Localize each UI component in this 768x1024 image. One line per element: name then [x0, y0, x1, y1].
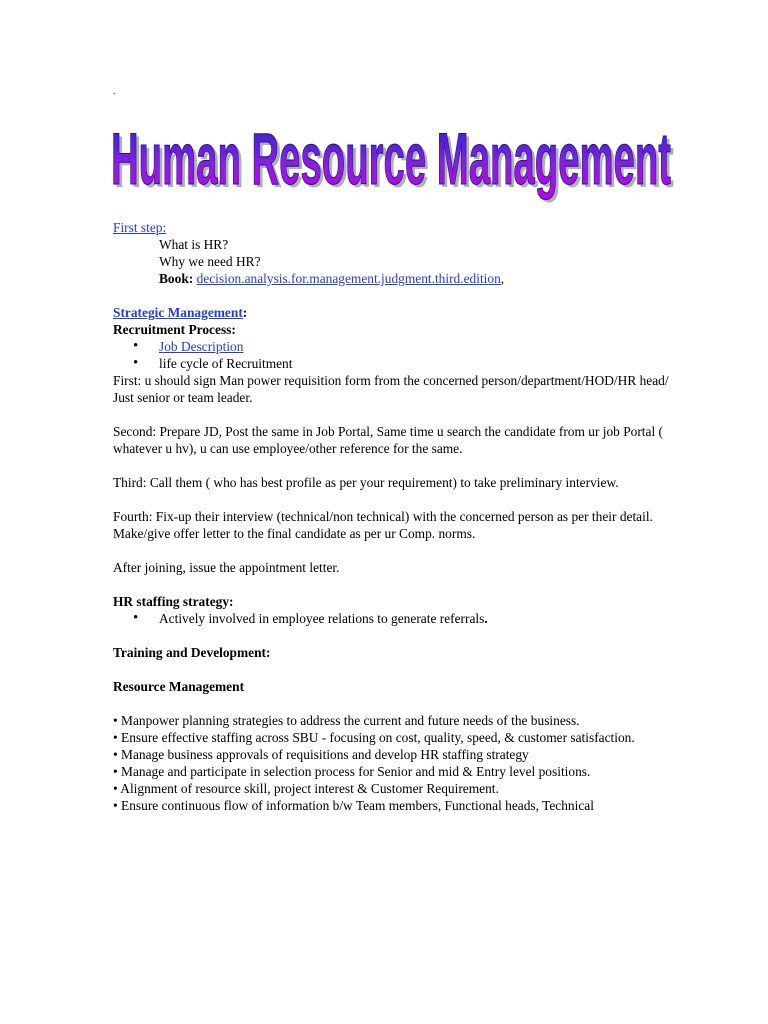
resource-item: • Manage and participate in selection process for Senior and mid & Entry level positions. [113, 764, 591, 779]
strategic-management-link[interactable]: Strategic Management [113, 305, 243, 320]
list-item-text: life cycle of Recruitment [159, 356, 293, 371]
recruitment-heading: Recruitment Process: [113, 322, 236, 337]
strategic-heading [113, 304, 673, 321]
first-step-heading[interactable] [113, 219, 673, 236]
paragraph-fourth: Fourth: Fix-up their interview (technical/non technical) with the concerned person as per their detail. [113, 509, 653, 524]
book-label: Book: [159, 271, 194, 286]
strategic-colon: : [242, 305, 248, 320]
staffing-heading: HR staffing strategy: [113, 594, 234, 609]
book-reference [113, 270, 673, 287]
resource-item: • Manage business approvals of requisitions and develop HR staffing strategy [113, 747, 529, 762]
paragraph-second: Second: Prepare JD, Post the same in Job Portal, Same time u search the candidate from ur job Portal ( whatever u hv), u can use employee/other reference for the same. [113, 424, 664, 456]
wordart-title-shadow: Human Resource Management [114, 121, 675, 204]
stray-mark: . [113, 86, 116, 96]
first-step-item: What is HR? [159, 237, 229, 252]
book-link[interactable]: decision.analysis.for.management.judgment.third.edition [196, 271, 501, 286]
resource-heading: Resource Management [113, 679, 245, 694]
list-item-text: Actively involved in employee relations to generate referrals [159, 611, 485, 626]
resource-item: • Ensure effective staffing across SBU - focusing on cost, quality, speed, & customer satisfaction. [113, 730, 635, 745]
list-item [113, 610, 673, 627]
list-item [113, 338, 673, 355]
resource-item: • Manpower planning strategies to address the current and future needs of the business. [113, 713, 580, 728]
paragraph-third: Third: Call them ( who has best profile as per your requirement) to take preliminary interview. [113, 475, 619, 490]
resource-item: • Ensure continuous flow of information b/w Team members, Functional heads, Technical [113, 798, 594, 813]
first-step-item: Why we need HR? [159, 254, 261, 269]
list-item-end: . [484, 611, 488, 626]
document-body [113, 219, 673, 814]
staffing-list [113, 610, 673, 627]
wordart-title [108, 100, 678, 222]
paragraph-offer: Make/give offer letter to the final candidate as per ur Comp. norms. [113, 526, 476, 541]
paragraph-after: After joining, issue the appointment letter. [113, 560, 340, 575]
paragraph-first: First: u should sign Man power requisition form from the concerned person/department/HOD/HR head/ Just senior or team leader. [113, 373, 669, 405]
resource-item: • Alignment of resource skill, project interest & Customer Requirement. [113, 781, 499, 796]
list-item [113, 355, 673, 372]
wordart-title-text: Human Resource Management [111, 118, 672, 201]
book-suffix: , [500, 271, 505, 286]
job-description-link[interactable]: Job Description [159, 339, 244, 354]
training-heading: Training and Development: [113, 645, 271, 660]
recruitment-list [113, 338, 673, 372]
first-step-link[interactable]: First step: [113, 220, 167, 235]
